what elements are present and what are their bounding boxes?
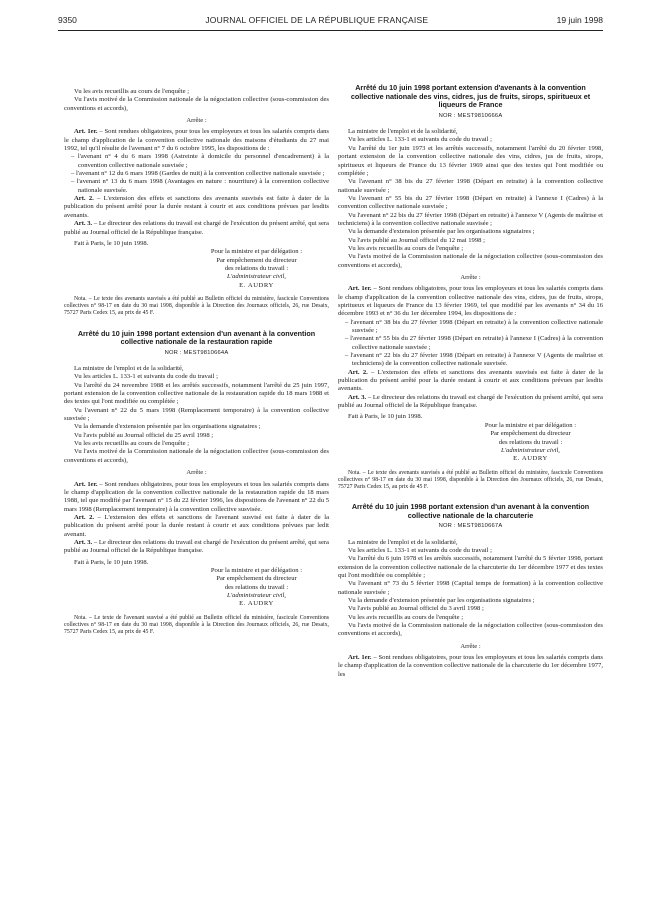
signature-name: E. AUDRY <box>513 455 548 463</box>
fait-a-paris: Fait à Paris, le 10 juin 1998. <box>74 239 149 247</box>
list-item: – l'avenant n° 12 du 6 mars 1998 (Gardes de nuit) à la convention collective nationale susvisée ; <box>71 170 325 178</box>
article-text: – Le directeur des relations du travail est chargé de l'exécution du présent arrêté, qui sera publié au Journal officiel de la République française. <box>64 538 329 555</box>
arrete-label: Arrête : <box>186 469 207 477</box>
visa-line: Vu les avis recueillis au cours de l'enquête ; <box>74 440 190 448</box>
article-text: – L'extension des effets et sanctions des avenants susvisés est faite à dater de la publication du présent arrêté pour la durée restant à courir et aux conditions prévues par lesdits avenants. <box>338 368 603 393</box>
signature-line: des relations du travail : <box>224 583 289 591</box>
article-1 <box>64 128 329 153</box>
visa-line: Vu l'avenant n° 55 bis du 27 février 1998 (Départ en retraite) à l'annexe I (Cadres) à la convention collective nationale susvisée ; <box>338 194 603 211</box>
arrete-heading: Arrêté du 10 juin 1998 portant extension d'un avenant à la convention collective nationale de la charcuterie <box>351 502 590 520</box>
article-label: Art. 1er. <box>74 480 98 488</box>
article-label: Art. 1er. <box>348 285 372 293</box>
header-rule <box>58 30 603 31</box>
article-2 <box>64 514 329 539</box>
journal-title: JOURNAL OFFICIEL DE LA RÉPUBLIQUE FRANÇAISE <box>205 15 429 25</box>
list-item: – l'avenant n° 55 bis du 27 février 1998 (Départ en retraite) à l'annexe I (Cadres) à la convention collective nationale susvisée ; <box>345 335 603 351</box>
visa-line: Vu l'avis motivé de la Commission nationale de la négociation collective (sous-commission des conventions et accords), <box>338 253 603 269</box>
visa-line: Vu les articles L. 133-1 et suivants du code du travail ; <box>348 547 492 555</box>
visa-line: Vu l'avis publié au Journal officiel du 12 mai 1998 ; <box>348 236 485 244</box>
article-text: – Sont rendues obligatoires, pour tous les employeurs et tous les salariés compris dans le champ d'application de la convention collective nationale des maisons d'étudiants du 27 mai 1992, tel qu'il résulte de l'avenant n° 7 du 6 octobre 1995, les dispositions de : <box>64 128 329 153</box>
arrete-label: Arrête : <box>460 273 481 281</box>
visa-line: La ministre de l'emploi et de la solidarité, <box>348 538 458 546</box>
signature-line: Pour la ministre et par délégation : <box>210 566 303 574</box>
visa-line: Vu les avis recueillis au cours de l'enquête ; <box>74 88 190 95</box>
visa-line: Vu l'avenant n° 22 du 5 mars 1998 (Remplacement temporaire) à la convention collective susvisée ; <box>64 406 329 423</box>
page-number: 9350 <box>58 15 77 25</box>
arrete-label: Arrête : <box>186 117 207 125</box>
right-column <box>338 84 603 896</box>
list-item: – l'avenant n° 22 bis du 27 février 1998 (Départ en retraite) à l'annexe V (Agents de maîtrise et techniciens) de la convention collective nationale susvisée. <box>345 352 603 368</box>
nor-reference: NOR : MEST9810667A <box>438 523 503 530</box>
signature-line: Pour la ministre et par délégation : <box>484 421 577 429</box>
article-1 <box>64 481 329 514</box>
list-item: – l'avenant n° 38 bis du 27 février 1998 (Départ en retraite) à la convention collective nationale susvisée ; <box>345 318 603 335</box>
article-text: – Sont rendues obligatoires, pour tous les employeurs et tous les salariés compris dans le champ d'application de la convention collective nationale de la restauration rapide du 18 mars 1988, tel que modifié par l'avenant n° 15 du 22 février 1996, les dispositions de l'avenant n° 22 du 5 mars 1998 (Remplacement temporaire) à la convention collective susvisée. <box>64 480 329 513</box>
visa-line: Vu les articles L. 133-1 et suivants du code du travail ; <box>348 136 492 144</box>
visa-line: Vu l'avenant n° 38 bis du 27 février 1998 (Départ en retraite) à la convention collective nationale susvisée ; <box>338 178 603 194</box>
signature-line: des relations du travail : <box>224 264 289 272</box>
signature-title: L'administrateur civil, <box>501 446 560 454</box>
visa-line: Vu la demande d'extension présentée par les organisations signataires ; <box>348 597 535 605</box>
visa-line: Vu les avis recueillis au cours de l'enquête ; <box>348 613 464 621</box>
article-3 <box>338 394 603 411</box>
visa-line: Vu les avis recueillis au cours de l'enquête ; <box>348 244 464 252</box>
arrete-heading: Arrêté du 10 juin 1998 portant extension d'avenants à la convention collective nationale des vins, cidres, jus de fruits, sirops, spiritueux et liqueurs de France <box>350 84 591 110</box>
signature-line: Pour la ministre et par délégation : <box>210 248 303 256</box>
signature-title: L'administrateur civil, <box>227 591 286 599</box>
article-text: – Le directeur des relations du travail est chargé de l'exécution du présent arrêté, qui sera publié au Journal officiel de la République française. <box>64 220 329 236</box>
article-text: – L'extension des effets et sanctions de l'avenant susvisé est faite à dater de la publication du présent arrêté pour la durée restant à courir et aux conditions prévues par ledit avenant. <box>64 513 329 538</box>
visa-line: Vu l'avenant n° 73 du 5 février 1998 (Capital temps de formation) à la convention collective nationale susvisée ; <box>338 580 603 596</box>
fait-a-paris: Fait à Paris, le 10 juin 1998. <box>348 413 423 421</box>
article-3 <box>64 539 329 556</box>
visa-line: Vu l'arrêté du 24 novembre 1988 et les arrêtés successifs, notamment l'arrêté du 25 juin 1997, portant extension de la convention collective nationale de la restauration rapide du 18 mars 1988 et des textes qui l'ont modifiée ou complétée ; <box>64 381 329 406</box>
visa-line: Vu l'avis motivé de la Commission nationale de la négociation collective (sous-commission des conventions et accords), <box>64 96 329 112</box>
visa-line: Vu l'avis motivé de la Commission nationale de la négociation collective (sous-commission des conventions et accords), <box>338 622 603 638</box>
signature-line: des relations du travail : <box>498 438 563 446</box>
article-3 <box>64 220 329 237</box>
signature-title: L'administrateur civil, <box>227 273 286 281</box>
visa-line: La ministre de l'emploi et de la solidarité, <box>348 128 458 136</box>
arrete-heading: Arrêté du 10 juin 1998 portant extension d'un avenant à la convention collective nationale de la restauration rapide <box>77 328 316 347</box>
signature-line: Par empêchement du directeur <box>216 256 297 264</box>
visa-line: Vu l'avis motivé de la Commission nationale de la négociation collective (sous-commission des conventions et accords), <box>64 448 329 464</box>
article-label: Art. 1er. <box>348 654 372 662</box>
list-item: – l'avenant n° 4 du 6 mars 1998 (Astreinte à domicile du personnel d'encadrement) à la convention collective nationale susvisée ; <box>71 153 329 169</box>
signature-name: E. AUDRY <box>239 281 274 289</box>
signature-line: Par empêchement du directeur <box>216 575 297 583</box>
visa-line: La ministre de l'emploi et de la solidarité, <box>74 365 184 373</box>
article-label: Art. 2. <box>74 513 95 521</box>
article-text: – L'extension des effets et sanctions des avenants susvisés est faite à dater de la publication du présent arrêté pour la durée restant à courir et aux conditions prévues par lesdits avenants. <box>64 195 329 219</box>
list-item: – l'avenant n° 13 du 6 mars 1998 (Avantages en nature : nourriture) à la convention collective nationale susvisée. <box>71 178 329 194</box>
article-label: Art. 2. <box>74 195 94 203</box>
visa-line: Vu les articles L. 133-1 et suivants du code du travail ; <box>74 373 218 381</box>
article-1 <box>338 654 603 679</box>
article-label: Art. 1er. <box>74 128 98 136</box>
signature-line: Par empêchement du directeur <box>490 430 571 438</box>
fait-a-paris: Fait à Paris, le 10 juin 1998. <box>74 558 149 566</box>
nota: Nota. – Le texte des avenants susvisés a été publié au Bulletin officiel du ministère, fascicule Conventions collectives n° 98-17 en date du 30 mai 1998, disponible à la Direction des Journaux officiels, 26, rue Desaix, 75727 Paris Cedex 15, au prix de 45 F. <box>338 469 603 490</box>
article-2 <box>64 195 329 220</box>
visa-line: Vu la demande d'extension présentée par les organisations signataires ; <box>74 423 261 431</box>
article-label: Art. 3. <box>74 220 93 228</box>
issue-date: 19 juin 1998 <box>556 15 603 25</box>
visa-line: Vu l'arrêté du 6 juin 1978 et les arrêtés successifs, notamment l'arrêté du 5 février 1998, portant extension de la convention collective nationale de la charcuterie du 1er décembre 1977 et des textes qui l'ont modifiée ou complétée ; <box>338 555 603 580</box>
article-text: – Sont rendues obligatoires, pour tous les employeurs et tous les salariés compris dans le champ d'application de la convention collective nationale des vins, cidres, jus de fruits, sirops, spiritueux et liqueurs de France du 13 février 1969, tel que modifié par les avenants n° 34 du 16 décembre 1993 et n° 36 du 1er décembre 1994, les dispositions de : <box>338 285 603 318</box>
visa-line: Vu l'avenant n° 22 bis du 27 février 1998 (Départ en retraite) à l'annexe V (Agents de maîtrise et techniciens) à la convention collective nationale susvisée ; <box>338 211 603 227</box>
visa-line: Vu l'avis publié au Journal officiel du 3 avril 1998 ; <box>348 605 484 613</box>
nota: Nota. – Le texte de l'avenant susvisé a été publié au Bulletin officiel du ministère, fascicule Conventions collectives n° 98-17 en date du 30 mai 1998, disponible à la Direction des Journaux officiels, 26, rue Desaix, 75727 Paris Cedex 15, au prix de 45 F. <box>64 614 329 636</box>
article-label: Art. 2. <box>348 368 368 376</box>
visa-line: Vu l'arrêté du 1er juin 1973 et les arrêtés successifs, notamment l'arrêté du 20 février 1998, portant extension de la convention collective nationale des vins, cidres, jus de fruits, sirops, spiritueux et liqueurs de France du 13 février 1969 ainsi que des textes qui l'ont modifiée ou complétée ; <box>338 144 603 177</box>
article-2 <box>338 369 603 394</box>
left-column <box>64 88 329 900</box>
nor-reference: NOR : MEST9810666A <box>438 112 503 119</box>
article-text: – Sont rendues obligatoires, pour tous les employeurs et tous les salariés compris dans le champ d'application de la convention collective nationale de la charcuterie du 1er décembre 1977, les <box>338 654 603 678</box>
article-text: – Le directeur des relations du travail est chargé de l'exécution du présent arrêté, qui sera publié au Journal officiel de la République française. <box>338 393 603 410</box>
article-label: Art. 3. <box>348 393 367 401</box>
arrete-label: Arrête : <box>460 642 481 650</box>
signature-name: E. AUDRY <box>239 600 274 608</box>
nor-reference: NOR : MEST9810664A <box>164 349 229 356</box>
article-label: Art. 3. <box>74 538 93 546</box>
nota: Nota. – Le texte des avenants susvisés a été publié au Bulletin officiel du ministère, fascicule Conventions collectives n° 98-17 en date du 30 mai 1998, disponible à la Direction des Journaux officiels, 26, rue Desaix, 75727 Paris Cedex 15, au prix de 45 F. <box>64 295 329 317</box>
page-header <box>58 15 603 31</box>
article-1 <box>338 285 603 318</box>
visa-line: Vu la demande d'extension présentée par les organisations signataires ; <box>348 228 535 236</box>
visa-line: Vu l'avis publié au Journal officiel du 25 avril 1998 ; <box>74 431 214 439</box>
